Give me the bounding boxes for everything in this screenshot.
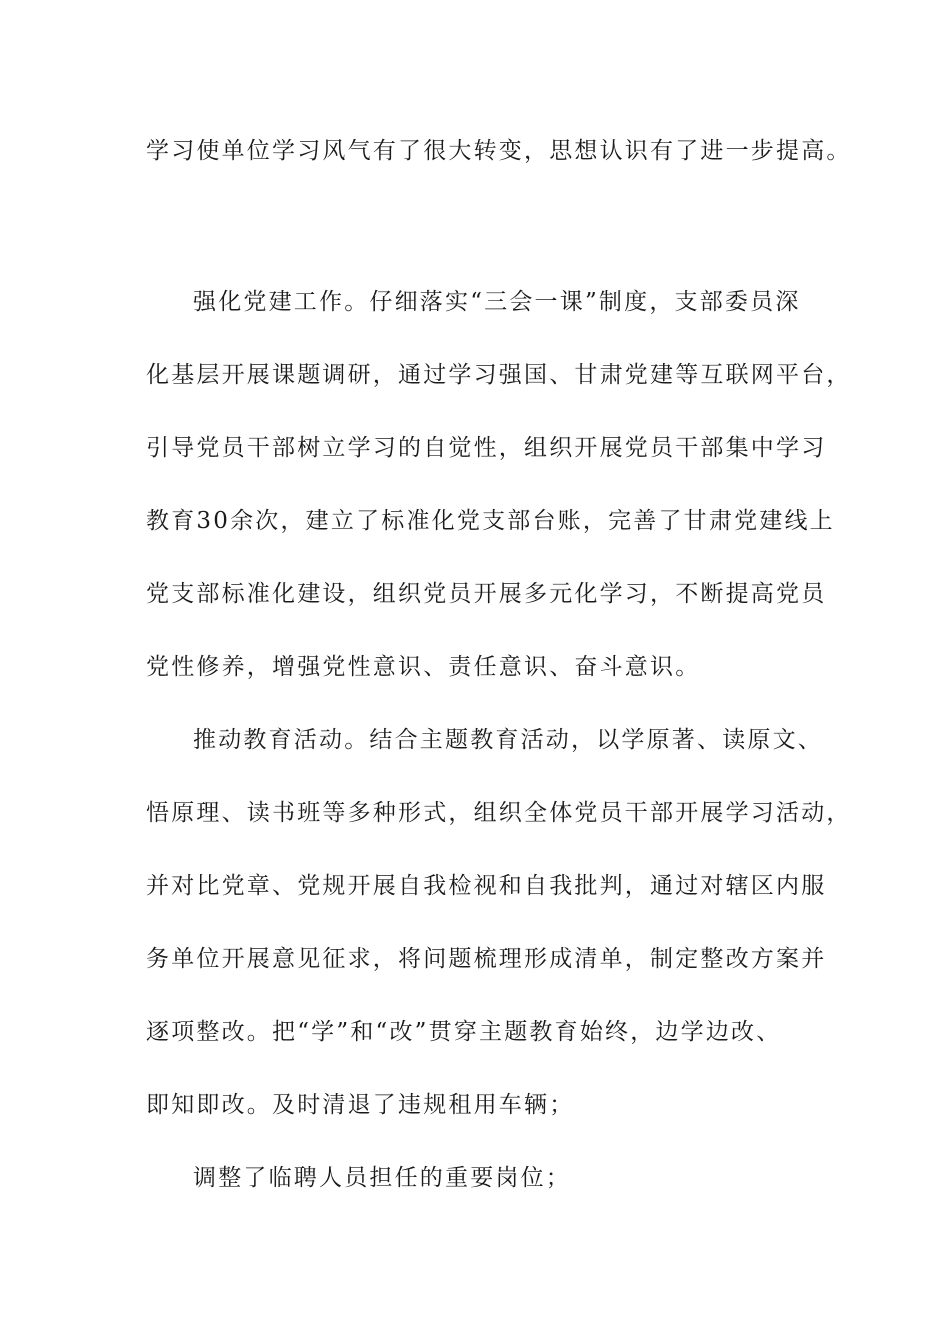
paragraph-line: 强化党建工作。仔细落实“三会一课”制度，支部委员深 — [193, 289, 801, 315]
paragraph-line: 引导党员干部树立学习的自觉性，组织开展党员干部集中学习 — [146, 435, 827, 461]
paragraph-line: 悟原理、读书班等多种形式，组织全体党员干部开展学习活动， — [146, 800, 852, 826]
paragraph-line: 调整了临聘人员担任的重要岗位； — [193, 1165, 571, 1191]
paragraph-line: 推动教育活动。结合主题教育活动，以学原著、读原文、 — [193, 727, 823, 753]
paragraph-line: 务单位开展意见征求，将问题梳理形成清单，制定整改方案并 — [146, 946, 827, 972]
paragraph-line: 学习使单位学习风气有了很大转变，思想认识有了进一步提高。 — [146, 138, 852, 164]
paragraph-line: 教育30余次，建立了标准化党支部台账，完善了甘肃党建线上 — [146, 508, 835, 534]
paragraph-line: 化基层开展课题调研，通过学习强国、甘肃党建等互联网平台， — [146, 362, 852, 388]
paragraph-line: 党支部标准化建设，组织党员开展多元化学习，不断提高党员 — [146, 581, 827, 607]
paragraph-line: 党性修养，增强党性意识、责任意识、奋斗意识。 — [146, 654, 701, 680]
paragraph-line: 并对比党章、党规开展自我检视和自我批判，通过对辖区内服 — [146, 873, 827, 899]
paragraph-line: 即知即改。及时清退了违规租用车辆； — [146, 1092, 575, 1118]
paragraph-line: 逐项整改。把“学”和“改”贯穿主题教育始终，边学边改、 — [146, 1019, 782, 1045]
